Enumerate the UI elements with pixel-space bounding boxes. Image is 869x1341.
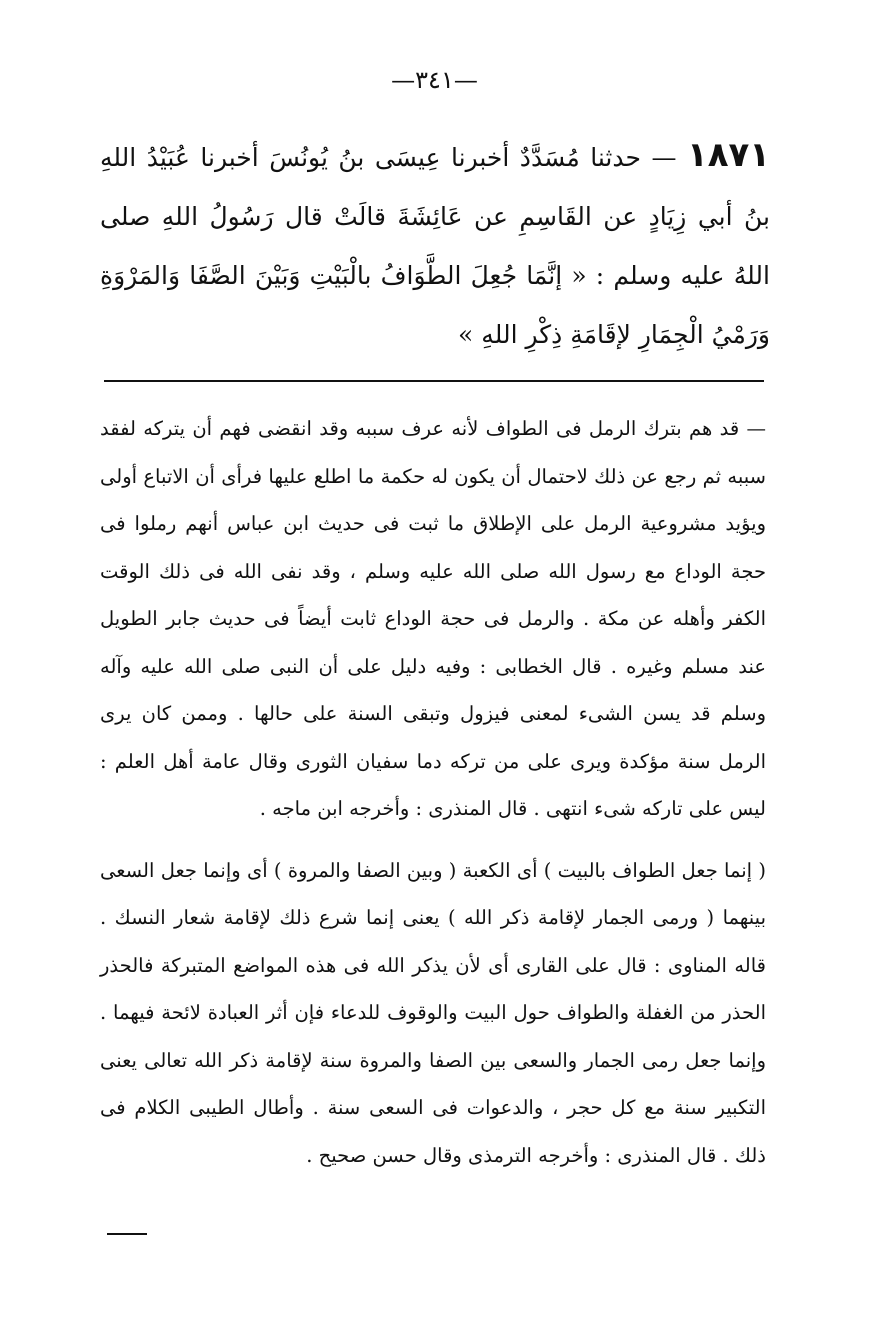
hadith-number: ١٨٧١ [686, 135, 770, 175]
hadith-text: — حدثنا مُسَدَّدٌ أخبرنا عِيسَى بنُ يُونُسَ أخبرنا عُبَيْدُ اللهِ بنُ أبي زِيَادٍ عن القَاسِمِ عن عَائِشَةَ قالَتْ قال رَسُولُ اللهِ صلى اللهُ عليه وسلم : « إنَّمَا جُعِلَ الطَّوَافُ بالْبَيْتِ وَبَيْنَ الصَّفَا وَالمَرْوَةِ وَرَمْيُ الْجِمَارِ لإقَامَةِ ذِكْرِ اللهِ » [100, 143, 770, 349]
commentary-block [100, 405, 766, 1179]
page-number: —٣٤١— [391, 66, 478, 94]
end-dash [107, 1233, 147, 1235]
hadith-text-block [100, 126, 770, 364]
commentary-paragraph-2: ( إنما جعل الطواف بالبيت ) أى الكعبة ( وبين الصفا والمروة ) أى وإنما جعل السعى بينهما ( ورمى الجمار لإقامة ذكر الله ) يعنى إنما شرع ذلك لإقامة شعار النسك . قاله المناوى : قال على القارى أى لأن يذكر الله فى هذه المواضع المتبركة فالحذر الحذر من الغفلة والطواف حول البيت والوقوف للدعاء فإن أثر العبادة لائحة فيهما . وإنما جعل رمى الجمار والسعى بين الصفا والمروة سنة لإقامة ذكر الله تعالى يعنى التكبير سنة مع كل حجر ، والدعوات فى السعى سنة . وأطال الطيبى الكلام فى ذلك . قال المنذرى : وأخرجه الترمذى وقال حسن صحيح . [100, 858, 766, 1167]
section-divider [104, 380, 764, 382]
commentary-paragraph-1: — قد هم بترك الرمل فى الطواف لأنه عرف سببه وقد انقضى فهم أن يتركه لفقد سببه ثم رجع عن ذلك لاحتمال أن يكون له حكمة ما اطلع عليها فرأى أن الاتباع أولى ويؤيد مشروعية الرمل على الإطلاق ما ثبت فى حديث ابن عباس أنهم رملوا فى حجة الوداع مع رسول الله صلى الله عليه وسلم ، وقد نفى الله فى ذلك الوقت الكفر وأهله عن مكة . والرمل فى حجة الوداع ثابت أيضاً فى حديث جابر الطويل عند مسلم وغيره . قال الخطابى : وفيه دليل على أن النبى صلى الله عليه وآله وسلم قد يسن الشىء لمعنى فيزول وتبقى السنة على حالها . وممن كان يرى الرمل سنة مؤكدة ويرى على من تركه دما سفيان الثورى وقال عامة أهل العلم : ليس على تاركه شىء انتهى . قال المنذرى : وأخرجه ابن ماجه . [100, 417, 766, 820]
